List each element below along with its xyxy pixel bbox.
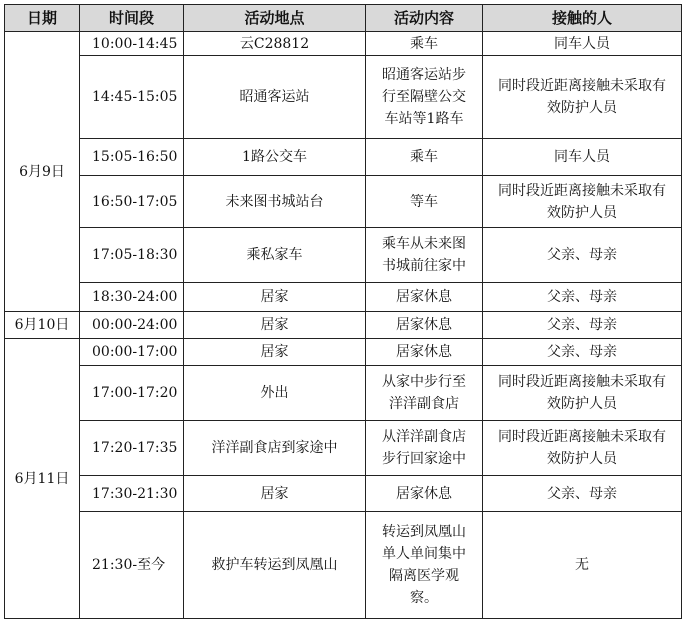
table-row <box>5 476 682 512</box>
date-cell: 6月10日 <box>5 312 80 339</box>
table-row <box>5 366 682 421</box>
activity-cell: 居家休息 <box>366 312 483 339</box>
contacts-cell: 同车人员 <box>483 139 682 176</box>
place-cell: 居家 <box>184 283 366 312</box>
place-cell: 救护车转运到凤凰山 <box>184 512 366 619</box>
activity-cell: 从家中步行至洋洋副食店 <box>382 374 466 412</box>
place-cell: 外出 <box>184 366 366 421</box>
time-cell: 10:00-14:45 <box>80 32 184 56</box>
contacts-cell: 同时段近距离接触未采取有效防护人员 <box>498 374 666 412</box>
place-cell: 居家 <box>184 312 366 339</box>
time-cell: 21:30-至今 <box>80 512 184 619</box>
table-row <box>5 512 682 619</box>
time-cell: 00:00-17:00 <box>80 339 184 366</box>
time-cell: 14:45-15:05 <box>80 56 184 139</box>
date-cell: 6月9日 <box>5 32 80 312</box>
time-cell: 15:05-16:50 <box>80 139 184 176</box>
table-row <box>5 312 682 339</box>
place-cell: 昭通客运站 <box>184 56 366 139</box>
header-contacts: 接触的人 <box>483 5 682 32</box>
activity-cell: 昭通客运站步行至隔壁公交车站等1路车 <box>382 67 466 127</box>
activity-cell: 乘车 <box>366 32 483 56</box>
time-cell: 17:30-21:30 <box>80 476 184 512</box>
table-row <box>5 339 682 366</box>
contacts-cell: 父亲、母亲 <box>483 476 682 512</box>
contacts-cell: 同时段近距离接触未采取有效防护人员 <box>498 182 666 221</box>
activity-cell: 居家休息 <box>366 476 483 512</box>
table-row <box>5 56 682 139</box>
header-place: 活动地点 <box>184 5 366 32</box>
activity-cell: 居家休息 <box>366 283 483 312</box>
header-time: 时间段 <box>80 5 184 32</box>
date-cell: 6月11日 <box>5 339 80 619</box>
contacts-cell: 父亲、母亲 <box>483 228 682 283</box>
time-cell: 17:05-18:30 <box>80 228 184 283</box>
table-row <box>5 228 682 283</box>
place-cell: 居家 <box>184 339 366 366</box>
contacts-cell: 父亲、母亲 <box>483 312 682 339</box>
table-row <box>5 283 682 312</box>
place-cell: 未来图书城站台 <box>184 176 366 228</box>
contacts-cell: 同时段近距离接触未采取有效防护人员 <box>498 78 666 116</box>
contacts-cell: 父亲、母亲 <box>483 283 682 312</box>
contacts-cell: 同时段近距离接触未采取有效防护人员 <box>498 429 666 467</box>
time-cell: 18:30-24:00 <box>80 283 184 312</box>
time-cell: 16:50-17:05 <box>80 176 184 228</box>
activity-cell: 等车 <box>366 176 483 228</box>
table-row <box>5 421 682 476</box>
table-row <box>5 139 682 176</box>
place-cell: 洋洋副食店到家途中 <box>184 421 366 476</box>
activity-cell: 从洋洋副食店步行回家途中 <box>382 429 466 467</box>
time-cell: 17:20-17:35 <box>80 421 184 476</box>
activity-cell: 居家休息 <box>366 339 483 366</box>
header-row <box>5 5 682 32</box>
itinerary-table <box>4 4 682 619</box>
activity-cell: 乘车从未来图书城前往家中 <box>382 236 466 274</box>
contacts-cell: 无 <box>483 512 682 619</box>
place-cell: 1路公交车 <box>184 139 366 176</box>
table-row <box>5 176 682 228</box>
activity-cell: 转运到凤凰山单人单间集中隔离医学观察。 <box>382 524 466 606</box>
contacts-cell: 父亲、母亲 <box>483 339 682 366</box>
time-cell: 00:00-24:00 <box>80 312 184 339</box>
activity-cell: 乘车 <box>366 139 483 176</box>
place-cell: 居家 <box>184 476 366 512</box>
header-activity: 活动内容 <box>366 5 483 32</box>
place-cell: 乘私家车 <box>184 228 366 283</box>
header-date: 日期 <box>5 5 80 32</box>
contacts-cell: 同车人员 <box>483 32 682 56</box>
table-row <box>5 32 682 56</box>
place-cell: 云C28812 <box>184 32 366 56</box>
time-cell: 17:00-17:20 <box>80 366 184 421</box>
